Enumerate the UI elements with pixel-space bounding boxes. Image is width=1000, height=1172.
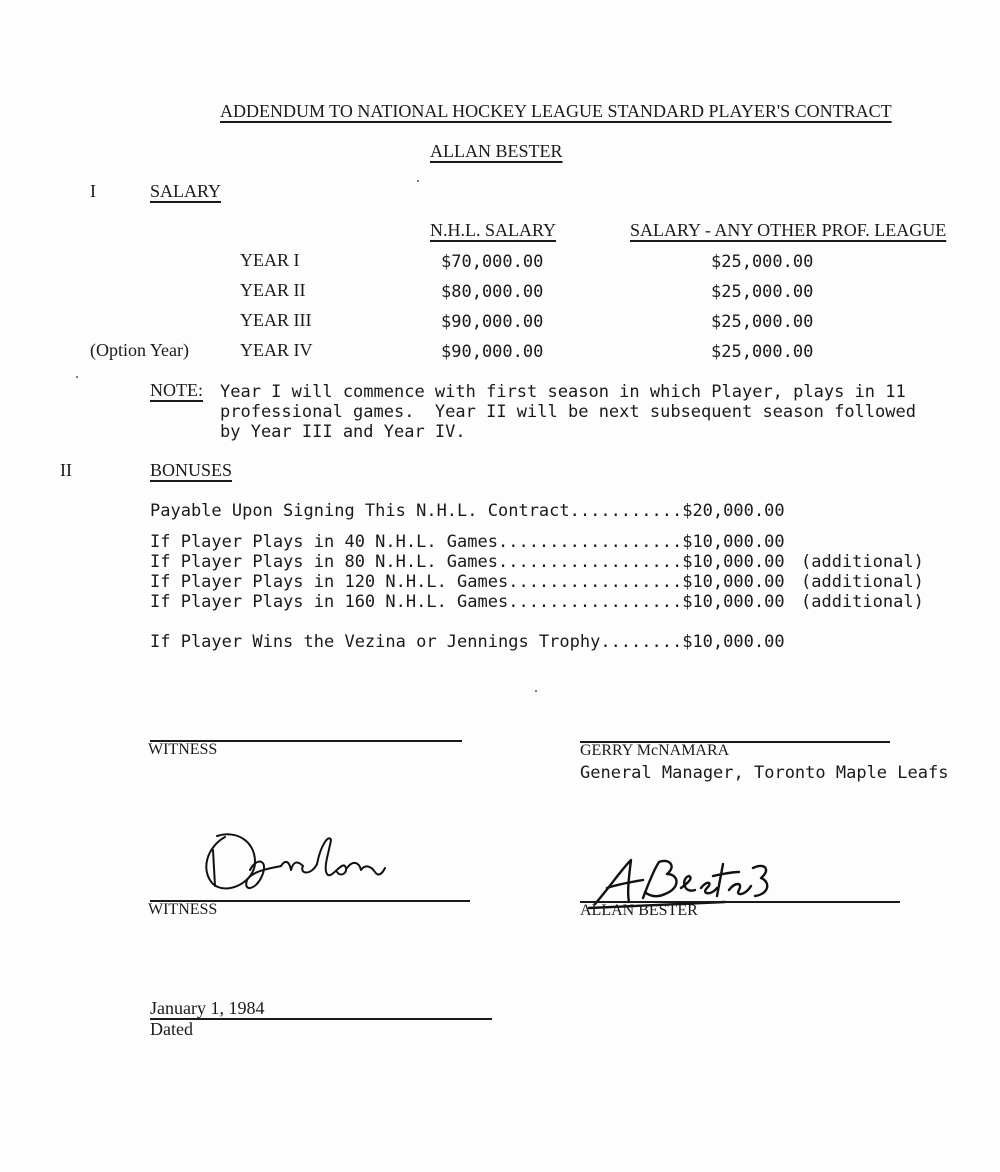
row-other-amount: $25,000.00 <box>711 312 814 332</box>
section-numeral-bonuses: II <box>60 460 72 480</box>
bonus-line: Payable Upon Signing This N.H.L. Contract...........$20,000.00 <box>150 501 785 521</box>
date-label: Dated <box>150 1019 193 1039</box>
row-other-amount: $25,000.00 <box>711 282 814 302</box>
bonus-additional-note: (additional) <box>801 572 924 592</box>
row-year: YEAR III <box>240 310 312 330</box>
row-nhl-amount: $70,000.00 <box>441 252 544 272</box>
date-value: January 1, 1984 <box>150 998 265 1018</box>
document-title: ADDENDUM TO NATIONAL HOCKEY LEAGUE STANDARD PLAYER'S CONTRACT <box>220 101 892 121</box>
row-year: YEAR II <box>240 280 306 300</box>
witness-label: WITNESS <box>148 741 218 758</box>
row-other-amount: $25,000.00 <box>711 342 814 362</box>
player-name-heading: ALLAN BESTER <box>430 141 563 161</box>
col-header-nhl-salary: N.H.L. SALARY <box>430 220 557 240</box>
witness-handwritten-signature <box>195 822 405 900</box>
player-signature-label: ALLAN BESTER <box>580 902 698 919</box>
note-label: NOTE: <box>150 380 203 400</box>
bonus-line: If Player Plays in 160 N.H.L. Games.................$10,000.00 <box>150 592 785 612</box>
row-nhl-amount: $90,000.00 <box>441 312 544 332</box>
bonus-line: If Player Plays in 80 N.H.L. Games..................$10,000.00 <box>150 552 785 572</box>
bonuses-heading: BONUSES <box>150 460 233 480</box>
row-nhl-amount: $90,000.00 <box>441 342 544 362</box>
bonus-line: If Player Plays in 40 N.H.L. Games..................$10,000.00 <box>150 532 785 552</box>
witness-label: WITNESS <box>148 901 218 918</box>
scan-speck <box>76 376 78 378</box>
bonus-additional-note: (additional) <box>801 552 924 572</box>
note-line: by Year III and Year IV. <box>220 422 466 442</box>
gm-title: General Manager, Toronto Maple Leafs <box>580 763 949 783</box>
date-line <box>150 1018 492 1020</box>
salary-heading: SALARY <box>150 181 222 201</box>
bonus-line: If Player Wins the Vezina or Jennings Trophy........$10,000.00 <box>150 632 785 652</box>
col-header-other-league: SALARY - ANY OTHER PROF. LEAGUE <box>630 220 947 240</box>
gm-name: GERRY McNAMARA <box>580 742 730 759</box>
scan-speck <box>417 180 419 182</box>
bonus-additional-note: (additional) <box>801 592 924 612</box>
row-year: YEAR I <box>240 250 300 270</box>
row-other-amount: $25,000.00 <box>711 252 814 272</box>
note-line: Year I will commence with first season in which Player, plays in 11 <box>220 382 906 402</box>
bonus-line: If Player Plays in 120 N.H.L. Games.................$10,000.00 <box>150 572 785 592</box>
row-year: YEAR IV <box>240 340 313 360</box>
scan-speck <box>535 690 537 692</box>
row-prefix: (Option Year) <box>90 340 189 360</box>
row-nhl-amount: $80,000.00 <box>441 282 544 302</box>
note-line: professional games. Year II will be next subsequent season followed <box>220 402 916 422</box>
section-numeral-salary: I <box>90 181 96 201</box>
